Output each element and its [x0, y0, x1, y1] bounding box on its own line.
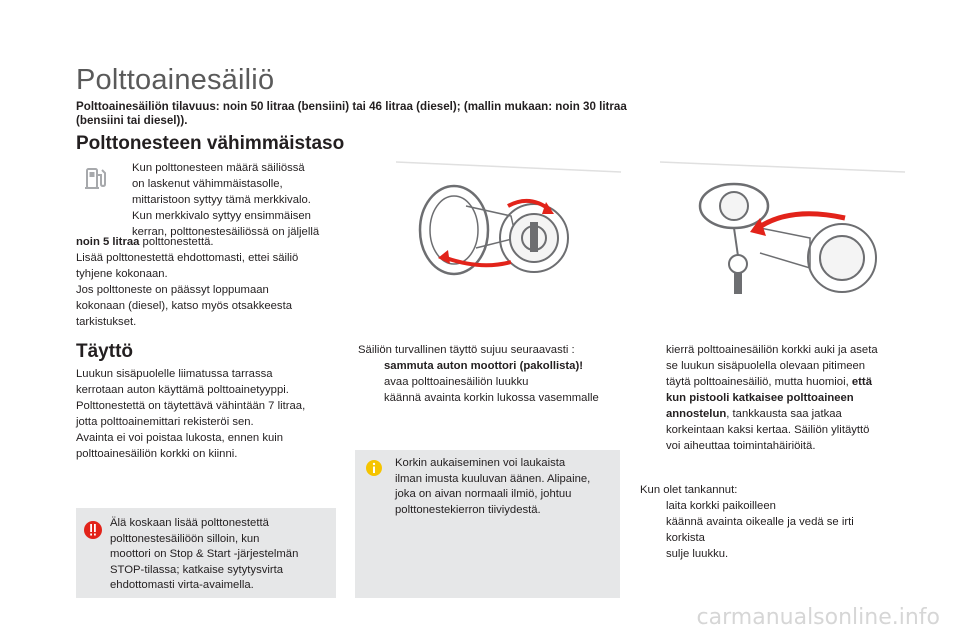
list-item: sulje luukku.	[666, 548, 729, 560]
filling-procedure-continued	[640, 342, 910, 454]
after-refuelling: Kun olet tankannut: laita korkki paikoilleen käännä avainta oikealle ja vedä se irti korkista sulje luukku.	[640, 482, 910, 562]
info-icon	[366, 460, 382, 476]
list-item: täytä polttoainesäiliö, mutta huomioi, että kun pistooli katkaisee polttoaineen annostelun, tankkausta saa jatkaa korkeintaan kaksi kertaa. Säiliön ylitäyttö voi aiheuttaa toimintahäiriöitä.	[666, 376, 872, 452]
filling-text: Luukun sisäpuolelle liimatussa tarrassa kerrotaan auton käyttämä polttoainetyyppi. Polttonestettä on täytettävä vähintään 7 litraa, jotta polttoainemittari rekisteröi sen. Avainta ei voi poistaa lukosta, ennen kuin polttoainesäiliön korkki on kiinni.	[76, 368, 306, 460]
fuel-cap-removal-illustration	[660, 158, 910, 308]
tank-capacity: Polttoainesäiliön tilavuus: noin 50 litraa (bensiini) tai 46 litraa (diesel); (mallin mukaan: noin 30 litraa (bensiini tai diesel)).	[76, 100, 627, 127]
warning-icon	[82, 520, 104, 540]
list-item: laita korkki paikoilleen	[666, 500, 776, 512]
filling-heading: Täyttö	[76, 341, 133, 362]
filling-procedure: Säiliön turvallinen täyttö sujuu seuraavasti : sammuta auton moottori (pakollista)! avaa polttoainesäiliön luukku käännä avainta korkin lukossa vasemmalle	[358, 342, 628, 406]
list-item: kierrä polttoainesäiliön korkki auki ja aseta se luukun sisäpuolella olevaan pitimeen	[666, 344, 878, 372]
stop-start-warning-text: Älä koskaan lisää polttonestettä polttonestesäiliöön silloin, kun moottori on Stop & Start -järjestelmän STOP-tilassa; katkaise sytytysvirta ehdottomasti virta-avaimella.	[110, 517, 299, 591]
list-item: käännä avainta korkin lukossa vasemmalle	[384, 392, 599, 404]
list-item: sammuta auton moottori (pakollista)!	[384, 360, 583, 372]
watermark: carmanualsonline.info	[696, 605, 940, 630]
minimum-level-intro: Kun polttonesteen määrä säiliössä on laskenut vähimmäistasolle, mittaristoon syttyy tämä merkkivalo. Kun merkkivalo syttyy ensimmäisen kerran, polttonestesäiliössä on jäljellä	[132, 162, 320, 238]
list-item: avaa polttoainesäiliön luukku	[384, 376, 529, 388]
minimum-level-heading: Polttonesteen vähimmäistaso	[76, 133, 345, 154]
procedure-steps	[358, 358, 628, 406]
vacuum-info-text: Korkin aukaiseminen voi laukaista ilman imusta kuuluvan äänen. Alipaine, joka on aivan normaali ilmiö, johtuu polttonestekierron tiiviydestä.	[395, 457, 591, 516]
page-title: Polttoainesäiliö	[76, 64, 275, 96]
fuel-level-warning-icon	[84, 165, 108, 191]
fuel-flap-opening-illustration	[396, 158, 626, 308]
minimum-level-text: noin 5 litraa polttonestettä. Lisää polttonestettä ehdottomasti, ettei säiliö tyhjene kokonaan. Jos polttoneste on päässyt loppumaan kokonaan (diesel), katso myös otsakkeesta tarkistukset.	[76, 236, 299, 328]
list-item: käännä avainta oikealle ja vedä se irti korkista	[666, 516, 854, 544]
